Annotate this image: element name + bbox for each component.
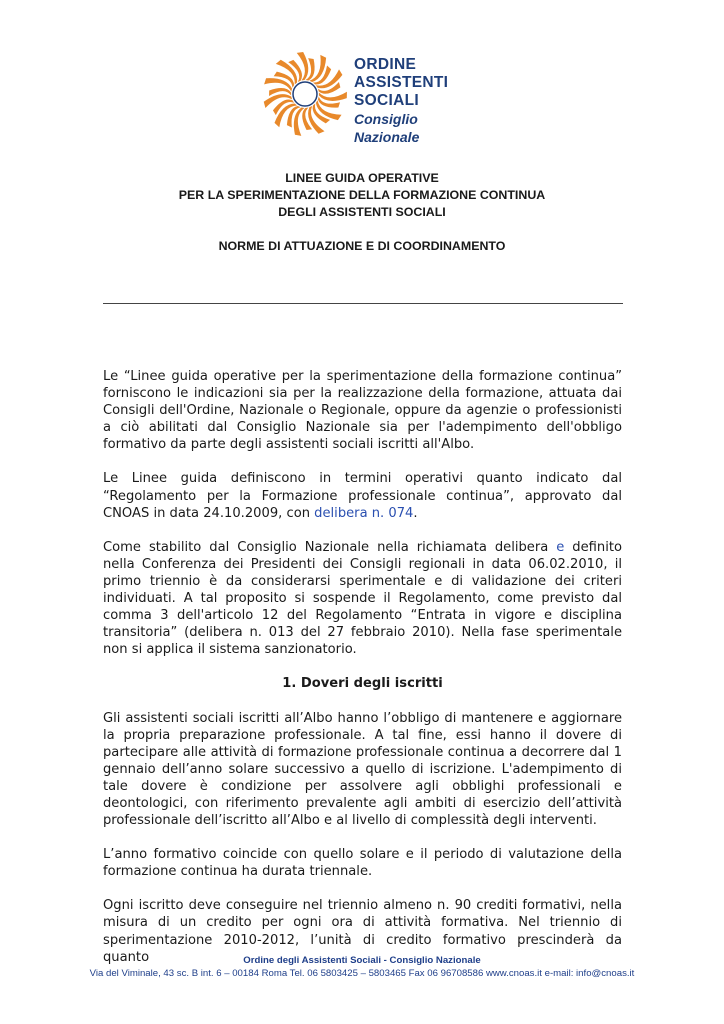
paragraph-sperimentazione-text-b: definito nella Conferenza dei Presidenti dei Consigli regionali in data 06.02.2010, il primo triennio è da considerarsi sperimentale e di validazione dei criteri individuati. A tal proposito si sospende il Regolamento, come previsto dal comma 3 dell'articolo 12 del Regolamento “Entrata in vigore e disciplina transitoria” (delibera n. 013 del 27 febbraio 2010). Nella fase sperimentale non si applica il sistema sanzionatorio. — [103, 539, 622, 658]
delibera-link[interactable]: delibera n. 074 — [314, 505, 414, 521]
paragraph-definitions — [103, 470, 622, 521]
logo-text — [354, 56, 478, 146]
logo-line-sociali: SOCIALI — [354, 92, 419, 109]
title-line-1: LINEE GUIDA OPERATIVE — [285, 171, 439, 185]
logo-line-ordine: ORDINE — [354, 56, 417, 73]
document-title-block — [100, 170, 624, 255]
organization-logo — [258, 42, 478, 145]
logo-ray — [287, 106, 301, 127]
paragraph-definitions-text: Le Linee guida definiscono in termini operativi quanto indicato dal “Regolamento per la Formazione professionale continua”, approvato dal CNOAS in data 24.10.2009, con — [103, 471, 622, 521]
highlighted-conjunction: e — [556, 539, 565, 555]
paragraph-crediti: Ogni iscritto deve conseguire nel triennio almeno n. 90 crediti formativi, nella misura di un credito per ogni ora di attività formativa. Nel triennio di sperimentazione 2010-2012, l’unità di credito formativo prescinderà da quanto — [103, 898, 622, 965]
paragraph-sperimentazione — [103, 539, 622, 659]
paragraph-doveri: Gli assistenti sociali iscritti all’Albo hanno l’obbligo di mantenere e aggiornare la propria preparazione professionale. A tal fine, essi hanno il dovere di partecipare alle attività di formazione professionale continua a decorrere dal 1 gennaio dell’anno solare successivo a quello di iscrizione. L'adempimento di tale dovere è condizione per assolvere agli obblighi professionali e deontologici, con riferimento prevalente agli ambiti di esercizio dell’attività professionale dell’iscritto all’Albo e al livello di complessità degli interventi. — [103, 710, 622, 829]
footer-organization: Ordine degli Assistenti Sociali - Consiglio Nazionale — [243, 955, 481, 966]
horizontal-divider — [103, 303, 623, 304]
logo-line-consiglio: Consiglio Nazionale — [354, 111, 420, 145]
subtitle-norme: NORME DI ATTUAZIONE E DI COORDINAMENTO — [218, 239, 506, 253]
section-heading-doveri: 1. Doveri degli iscritti — [282, 676, 443, 692]
logo-center — [293, 82, 317, 106]
sunburst-logo-icon — [258, 42, 352, 142]
title-line-3: DEGLI ASSISTENTI SOCIALI — [278, 205, 446, 219]
paragraph-sperimentazione-text-a: Come stabilito dal Consiglio Nazionale nella richiamata delibera — [103, 539, 557, 555]
paragraph-anno-formativo: L’anno formativo coincide con quello solare e il periodo di valutazione della formazione continua ha durata triennale. — [103, 847, 622, 880]
document-body — [103, 368, 622, 983]
paragraph-definitions-end: . — [413, 505, 418, 521]
logo-line-assistenti: ASSISTENTI — [354, 74, 449, 91]
title-line-2: PER LA SPERIMENTAZIONE DELLA FORMAZIONE CONTINUA — [178, 188, 546, 202]
page-footer — [0, 954, 724, 980]
footer-contacts: Via del Viminale, 43 sc. B int. 6 – 00184 Roma Tel. 06 5803425 – 5803465 Fax 06 96708586 www.cnoas.it e-mail: info@cnoas.it — [89, 968, 635, 979]
paragraph-intro: Le “Linee guida operative per la sperimentazione della formazione continua” forniscono le indicazioni sia per la realizzazione della formazione, attuata dai Consigli dell'Ordine, Nazionale o Regionale, oppure da agenzie o professionisti a ciò abilitati dal Consiglio Nazionale sia per l'adempimento dell'obbligo formativo da parte degli assistenti sociali iscritti all'Albo. — [103, 369, 622, 453]
